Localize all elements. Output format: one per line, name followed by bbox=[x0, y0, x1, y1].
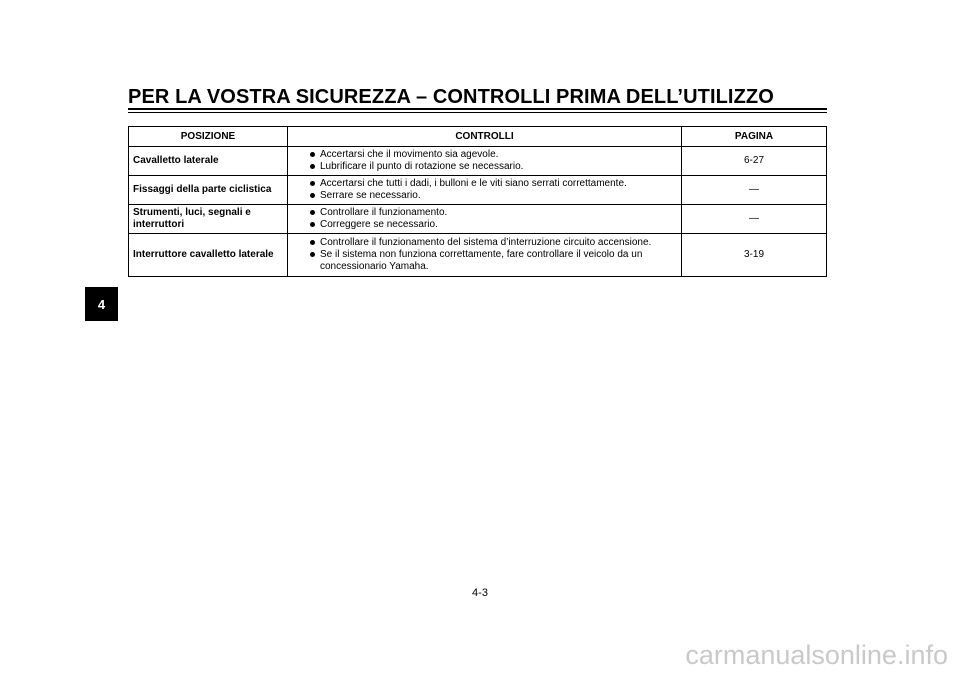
check-item: Serrare se necessario. bbox=[292, 190, 677, 202]
page-number: 4-3 bbox=[472, 587, 488, 599]
table-row bbox=[129, 176, 827, 205]
row-position: Cavalletto laterale bbox=[129, 147, 288, 176]
row-page: 3-19 bbox=[682, 234, 827, 277]
column-header-checks: CONTROLLI bbox=[288, 127, 682, 147]
title-rule bbox=[128, 108, 827, 110]
check-item: Accertarsi che il movimento sia agevole. bbox=[292, 149, 677, 161]
row-checks bbox=[288, 234, 682, 277]
watermark: carmanualsonline.info bbox=[685, 640, 948, 670]
row-page: 6-27 bbox=[682, 147, 827, 176]
row-checks bbox=[288, 176, 682, 205]
check-item: Accertarsi che tutti i dadi, i bulloni e le viti siano serrati correttamente. bbox=[292, 178, 677, 190]
row-page: — bbox=[682, 205, 827, 234]
table-row bbox=[129, 147, 827, 176]
check-item: Se il sistema non funziona correttamente, fare controllare il veicolo da un concessionario Yamaha. bbox=[292, 249, 677, 273]
row-checks bbox=[288, 205, 682, 234]
table-row bbox=[129, 234, 827, 277]
pre-operation-checks-table bbox=[128, 126, 827, 277]
row-position: Fissaggi della parte ciclistica bbox=[129, 176, 288, 205]
table-header-row bbox=[129, 127, 827, 147]
row-position: Interruttore cavalletto laterale bbox=[129, 234, 288, 277]
row-page: — bbox=[682, 176, 827, 205]
chapter-tab: 4 bbox=[85, 287, 118, 321]
title-rule-thin bbox=[128, 112, 827, 113]
check-item: Correggere se necessario. bbox=[292, 219, 677, 231]
check-item: Controllare il funzionamento del sistema d’interruzione circuito accensione. bbox=[292, 237, 677, 249]
column-header-page: PAGINA bbox=[682, 127, 827, 147]
row-checks bbox=[288, 147, 682, 176]
check-item: Lubrificare il punto di rotazione se necessario. bbox=[292, 161, 677, 173]
check-item: Controllare il funzionamento. bbox=[292, 207, 677, 219]
page-title: PER LA VOSTRA SICUREZZA – CONTROLLI PRIMA DELL’UTILIZZO bbox=[128, 86, 774, 108]
table-row bbox=[129, 205, 827, 234]
column-header-position: POSIZIONE bbox=[129, 127, 288, 147]
row-position: Strumenti, luci, segnali e interruttori bbox=[129, 205, 288, 234]
